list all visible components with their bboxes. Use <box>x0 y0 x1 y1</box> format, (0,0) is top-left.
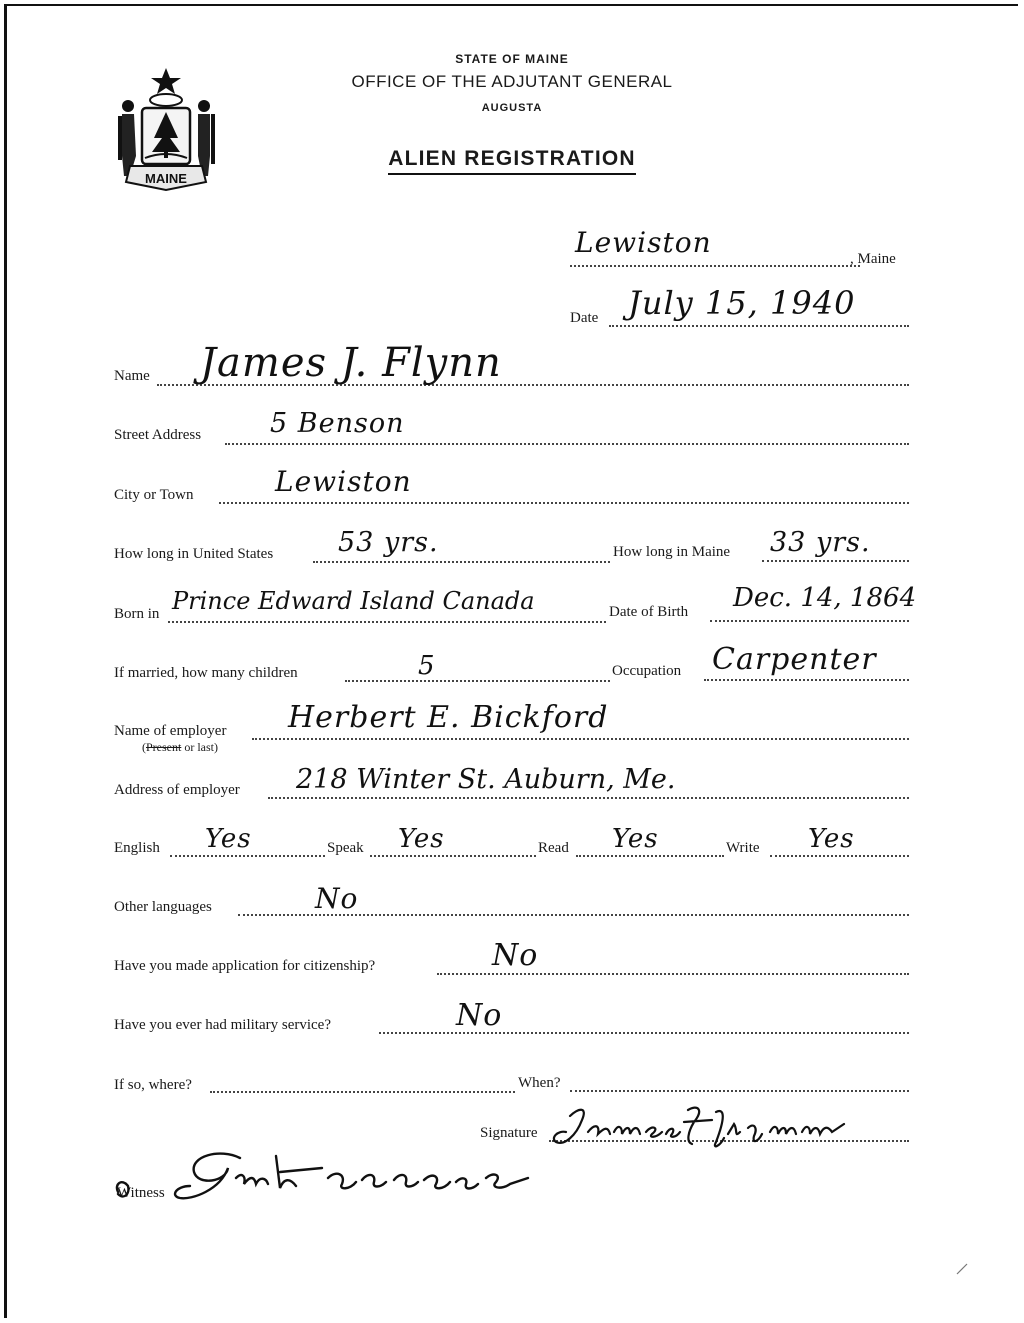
occupation-line <box>704 679 909 681</box>
born-in-value: Prince Edward Island Canada <box>172 587 535 615</box>
seal-banner-text: MAINE <box>145 171 187 186</box>
read-line <box>576 855 724 857</box>
where-line <box>210 1091 515 1093</box>
employer-sublabel-struck: Present <box>146 740 182 754</box>
date-of-birth-line <box>710 620 909 622</box>
years-maine-label: How long in Maine <box>613 544 731 560</box>
when-label: When? <box>518 1075 561 1091</box>
street-address-label: Street Address <box>114 427 202 443</box>
city-line <box>219 502 909 504</box>
employer-address-label: Address of employer <box>114 782 240 798</box>
read-label: Read <box>538 840 569 856</box>
years-maine-line <box>762 560 909 562</box>
occupation-value: Carpenter <box>712 642 877 677</box>
children-line <box>345 680 610 682</box>
form-title <box>0 147 1024 171</box>
header-city: AUGUSTA <box>481 102 543 114</box>
employer-sublabel-rest: or last <box>184 740 214 754</box>
date-line <box>609 325 909 327</box>
speak-label: Speak <box>327 840 364 856</box>
witness-label: Witness <box>117 1185 165 1201</box>
military-value: No <box>456 998 503 1033</box>
header-office: OFFICE OF THE ADJUTANT GENERAL <box>351 72 673 91</box>
place-label: , Maine <box>850 251 896 267</box>
when-line <box>570 1090 909 1092</box>
other-languages-label: Other languages <box>114 899 212 915</box>
years-us-value: 53 yrs. <box>338 527 439 558</box>
english-line <box>170 855 325 857</box>
employer-line <box>252 738 909 740</box>
years-maine-value: 33 yrs. <box>770 527 871 558</box>
read-value: Yes <box>612 824 659 854</box>
where-label: If so, where? <box>114 1077 192 1093</box>
english-label: English <box>114 840 160 856</box>
form-title-text: ALIEN REGISTRATION <box>388 147 636 175</box>
name-label: Name <box>114 368 150 384</box>
write-value: Yes <box>808 824 855 854</box>
citizenship-value: No <box>492 938 539 973</box>
write-label: Write <box>726 840 760 856</box>
occupation-label: Occupation <box>612 663 682 679</box>
born-in-line <box>168 621 606 623</box>
employer-sublabel: (Present or last) <box>142 740 218 754</box>
citizenship-label: Have you made application for citizenship? <box>114 958 376 974</box>
citizenship-line <box>437 973 909 975</box>
speak-line <box>370 855 536 857</box>
english-value: Yes <box>205 824 252 854</box>
date-of-birth-value: Dec. 14, 1864 <box>733 583 917 613</box>
city-label: City or Town <box>114 487 194 503</box>
street-address-line <box>225 443 909 445</box>
employer-address-value: 218 Winter St. Auburn, Me. <box>296 764 676 795</box>
military-label: Have you ever had military service? <box>114 1017 331 1033</box>
years-us-line <box>313 561 610 563</box>
city-value: Lewiston <box>275 465 412 498</box>
witness-signature <box>110 1138 630 1218</box>
corner-mark-icon <box>955 1262 969 1276</box>
date-label: Date <box>570 310 599 326</box>
street-address-value: 5 Benson <box>270 408 405 439</box>
children-value: 5 <box>418 651 436 681</box>
employer-value: Herbert E. Bickford <box>288 700 609 735</box>
write-line <box>770 855 909 857</box>
other-languages-value: No <box>315 882 359 915</box>
speak-value: Yes <box>398 824 445 854</box>
place-line <box>570 265 860 267</box>
employer-label: Name of employer <box>114 723 227 739</box>
date-value: July 15, 1940 <box>628 284 856 322</box>
signature-label: Signature <box>480 1125 538 1141</box>
born-in-label: Born in <box>114 606 160 622</box>
years-us-label: How long in United States <box>114 546 274 562</box>
date-of-birth-label: Date of Birth <box>609 604 689 620</box>
name-value: James J. Flynn <box>200 340 502 386</box>
place-value: Lewiston <box>575 226 712 259</box>
employer-address-line <box>268 797 909 799</box>
children-label: If married, how many children <box>114 665 298 681</box>
header-state: STATE OF MAINE <box>455 52 569 66</box>
